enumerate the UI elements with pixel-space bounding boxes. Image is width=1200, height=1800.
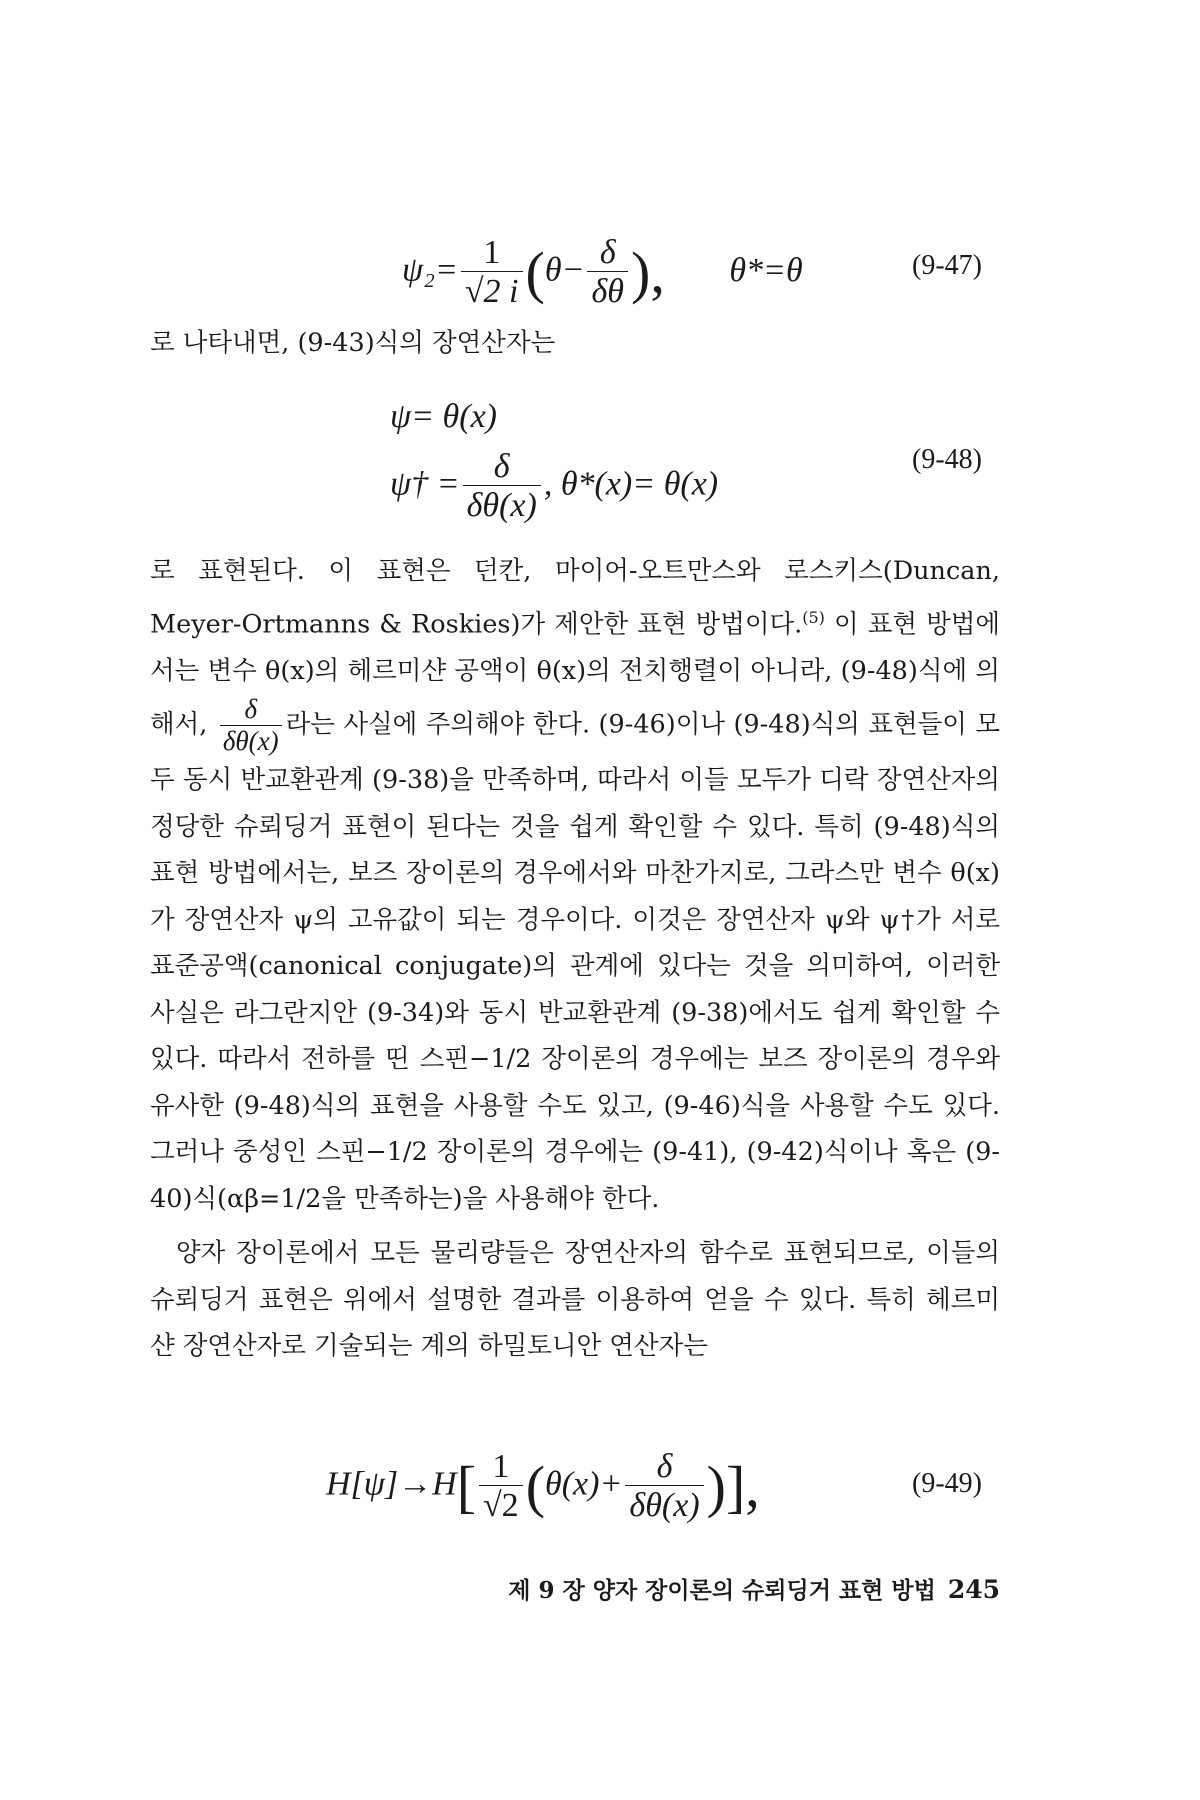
eq47-close-paren: ), bbox=[631, 239, 665, 305]
paragraph-1: 로 나타내면, (9-43)식의 장연산자는 bbox=[150, 328, 556, 358]
eq47-frac-2: $\frac{\delta}{\delta\theta}$ bbox=[587, 234, 628, 311]
equation-9-48 bbox=[0, 392, 1200, 532]
eq48-frac: $\frac{\delta}{\delta\theta(x)}$ bbox=[463, 448, 541, 525]
eq48-line-2: ψ† = $\frac{\delta}{\delta\theta(x)}$ , θ*(x)= θ(x) bbox=[390, 448, 719, 525]
paragraph-2-text-c: 라는 사실에 주의해야 한다. (9-46)이나 (9-48)식의 표현들이 모두 동시 반교환관계 (9-38)을 만족하며, 따라서 이들 모두가 디락 장연산자의 정당한 슈뢰딩거 표현이 된다는 것을 쉽게 확인할 수 있다. 특히 (9-48)식의 표현 방법에서는, 보즈 장이론의 경우에서와 마찬가지로, 그라스만 변수 θ(x)가 장연산자 ψ의 고유값이 되는 경우이다. 이것은 장연산자 ψ와 ψ†가 서로 표준공액(canonical conjugate)의 관계에 있다는 것을 의미하여, 이러한 사실은 라그란지안 (9-34)와 동시 반교환관계 (9-38)에서도 쉽게 확인할 수 있다. 따라서 전하를 띤 스핀−1/2 장이론의 경우에는 보즈 장이론의 경우와 유사한 (9-48)식의 표현을 사용할 수도 있고, (9-46)식을 사용할 수도 있다. 그러나 중성인 스핀−1/2 장이론의 경우에는 (9-41), (9-42)식이나 혹은 (9-40)식(αβ=1/2을 만족하는)을 사용해야 한다. bbox=[150, 709, 1000, 1214]
equation-number: (9-48) bbox=[912, 444, 982, 475]
eq47-frac-1: $\frac{1}{√2 i}$ bbox=[461, 234, 523, 311]
equation-number: (9-49) bbox=[912, 1468, 982, 1499]
page-number: 245 bbox=[947, 1575, 1000, 1604]
page-footer bbox=[150, 1572, 1000, 1605]
eq49-lhs: H[ψ]→H bbox=[326, 1465, 457, 1503]
paragraph-2-text-b: 이 표현 방법에서는 변수 θ(x)의 헤르미샨 공액이 θ(x)의 전치행렬이 아니라, (9-48)식에 의해서, bbox=[150, 609, 1000, 740]
equation-number: (9-47) bbox=[912, 250, 982, 281]
running-title: 제 9 장 양자 장이론의 슈뢰딩거 표현 방법 bbox=[508, 1577, 936, 1604]
eq49-frac-1: $\frac{1}{√2}$ bbox=[479, 1448, 523, 1525]
eq49-left-paren: ( bbox=[525, 1453, 546, 1519]
eq47-rhs: θ*=θ bbox=[729, 251, 803, 289]
eq47-theta-minus: θ− bbox=[544, 251, 585, 289]
paragraph-2 bbox=[150, 548, 1000, 1222]
eq47-lhs: ψ₂= bbox=[402, 251, 458, 289]
eq47-open-paren: ( bbox=[525, 239, 545, 305]
footnote-ref: (5) bbox=[802, 607, 825, 627]
eq49-left-bracket: [ bbox=[456, 1453, 477, 1519]
paragraph-2-text-a: 로 표현된다. 이 표현은 던칸, 마이어-오트만스와 로스키스(Duncan, Meyer-Ortmanns & Roskies)가 제안한 표현 방법이다. bbox=[150, 556, 1000, 639]
eq49-frac-2: $\frac{\delta}{\delta\theta(x)}$ bbox=[625, 1448, 703, 1525]
equation-9-49 bbox=[0, 1440, 1200, 1540]
paragraph-3: 양자 장이론에서 모든 물리량들은 장연산자의 함수로 표현되므로, 이들의 슈뢰딩거 표현은 위에서 설명한 결과를 이용하여 얻을 수 있다. 특히 헤르미샨 장연산자로 기술되는 계의 하밀토니안 연산자는 bbox=[150, 1238, 1000, 1361]
inline-fraction: $\frac{\delta}{\delta\theta(x)}$ bbox=[220, 694, 282, 757]
eq49-right-bracket: ], bbox=[725, 1453, 760, 1519]
eq49-theta-plus: θ(x)+ bbox=[545, 1465, 623, 1503]
eq48-line-1: ψ= θ(x) bbox=[390, 398, 497, 435]
eq49-right-paren: ) bbox=[706, 1453, 726, 1519]
equation-9-47 bbox=[0, 228, 1200, 311]
